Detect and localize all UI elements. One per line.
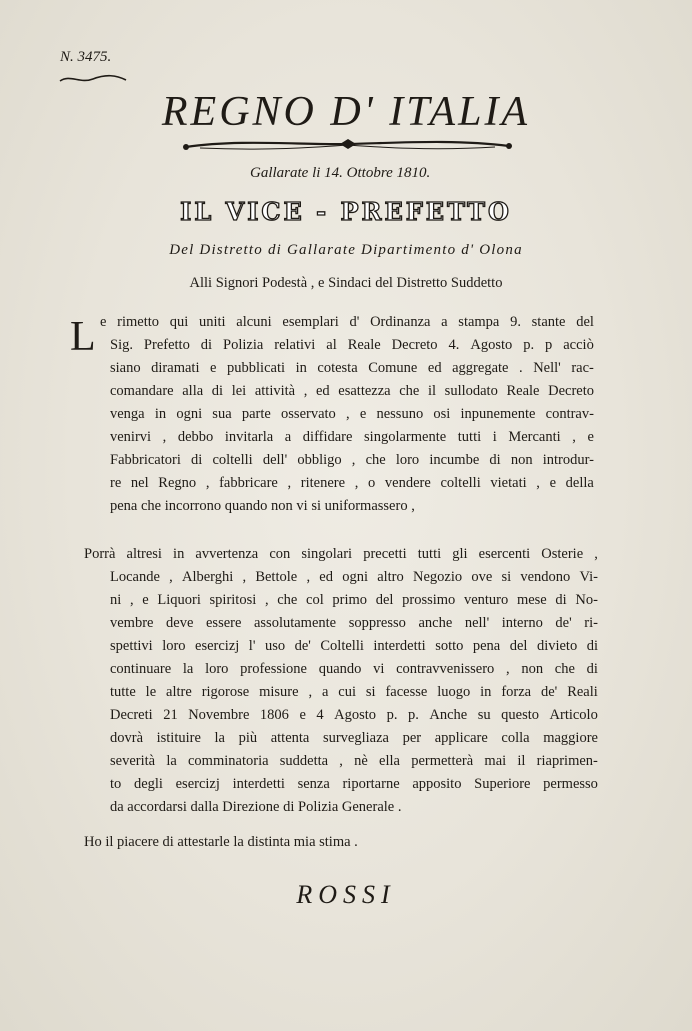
- word: ,: [536, 475, 540, 491]
- paragraph-1: [84, 313, 594, 331]
- word: Nell': [533, 360, 561, 376]
- word: di: [586, 638, 598, 654]
- word: stante: [531, 314, 566, 330]
- word: altre: [166, 684, 192, 700]
- body-line: [110, 729, 598, 747]
- word: si: [365, 684, 376, 700]
- document-number: N. 3475.: [60, 49, 112, 65]
- word: si: [501, 569, 512, 585]
- word: invitarla: [224, 429, 274, 445]
- body-line: [110, 775, 598, 793]
- word: ,: [303, 383, 308, 399]
- word: relativi: [274, 337, 316, 353]
- word: vembre: [110, 615, 154, 631]
- word: Ordinanza: [370, 314, 431, 330]
- word: le: [145, 684, 157, 700]
- word: e: [210, 360, 217, 376]
- word: Regno: [158, 475, 197, 491]
- word: .: [519, 360, 523, 376]
- word: spiritosi: [209, 592, 257, 608]
- word: riaprimen-: [536, 753, 598, 769]
- word: essere: [205, 615, 242, 631]
- word: singolari: [301, 546, 353, 562]
- word: Coltelli: [320, 638, 364, 654]
- word: l': [248, 638, 256, 654]
- word: vi: [373, 661, 385, 677]
- word: la: [166, 753, 177, 769]
- word: sullodato: [444, 383, 498, 399]
- word: ogni: [342, 569, 368, 585]
- word: ,: [351, 452, 356, 468]
- word: loro: [395, 452, 420, 468]
- word: senza: [297, 776, 330, 792]
- word: 21: [163, 707, 178, 723]
- word: loro: [162, 638, 186, 654]
- word: nell': [464, 615, 490, 631]
- word: non: [521, 661, 544, 677]
- word: che: [365, 452, 386, 468]
- word: uso: [264, 638, 286, 654]
- word: Liquori: [157, 592, 201, 608]
- district-line: Del Distretto di Gallarate Dipartimento d' Olona: [169, 242, 523, 258]
- office-title: IL VICE - PREFETTO: [180, 197, 512, 226]
- word: ni: [110, 592, 122, 608]
- word: precetti: [363, 546, 407, 562]
- word: Mercanti: [508, 429, 561, 445]
- word: Locande: [110, 569, 160, 585]
- word: obbligo: [297, 452, 342, 468]
- word: ove: [471, 569, 493, 585]
- word: ,: [594, 546, 598, 562]
- word: questo: [501, 707, 539, 723]
- word: interdetti: [373, 638, 426, 654]
- word: Decreti: [110, 707, 153, 723]
- word: deve: [166, 615, 194, 631]
- word: suddetta: [279, 753, 329, 769]
- word: la: [214, 730, 225, 746]
- word: Osterie: [541, 546, 584, 562]
- word: 4: [316, 707, 324, 723]
- word: alcuni: [236, 314, 272, 330]
- body-line: [110, 382, 594, 400]
- word: parte: [241, 406, 271, 422]
- word: a: [284, 429, 292, 445]
- word: 9.: [510, 314, 521, 330]
- word: loro: [205, 661, 229, 677]
- word: esemplari: [282, 314, 339, 330]
- word: Sig.: [110, 337, 133, 353]
- word: attenta: [270, 730, 310, 746]
- word: Bettole: [255, 569, 298, 585]
- word: interno: [501, 615, 543, 631]
- word: Anche: [429, 707, 468, 723]
- word: comandare: [110, 383, 174, 399]
- paragraph-2-cont: [110, 568, 598, 816]
- word: debbo: [177, 429, 214, 445]
- word: incumbe: [429, 452, 480, 468]
- body-line: [110, 359, 594, 377]
- word: degli: [133, 776, 163, 792]
- word: misure: [259, 684, 299, 700]
- word: ,: [354, 475, 359, 491]
- word: cui: [338, 684, 357, 700]
- word: rac-: [571, 360, 594, 376]
- word: severità: [110, 753, 156, 769]
- word: rimetto: [117, 314, 160, 330]
- word: primo: [332, 592, 368, 608]
- word: contravvenissero: [396, 661, 495, 677]
- word: che: [277, 592, 298, 608]
- word: singolarmente: [364, 429, 447, 445]
- body-line: [100, 313, 594, 331]
- number-flourish-ornament: [58, 72, 128, 86]
- word: in: [173, 546, 185, 562]
- word: il: [517, 753, 526, 769]
- word: per: [402, 730, 422, 746]
- word: del: [375, 592, 394, 608]
- body-line: [84, 545, 598, 563]
- word: Prefetto: [143, 337, 190, 353]
- word: e: [100, 314, 107, 330]
- closing-block: [84, 833, 358, 851]
- word: p.: [407, 707, 419, 723]
- word: luogo: [437, 684, 471, 700]
- word: coltelli: [212, 452, 253, 468]
- word: ogni: [176, 406, 203, 422]
- word: forza: [501, 684, 532, 700]
- word: ,: [346, 406, 350, 422]
- word: alla: [182, 383, 204, 399]
- word: di: [200, 337, 213, 353]
- word: prossimo: [402, 592, 456, 608]
- word: osservato: [281, 406, 336, 422]
- word: ,: [287, 475, 292, 491]
- word: sotto: [435, 638, 464, 654]
- word: Fabbricatori: [110, 452, 181, 468]
- word: riportarne: [342, 776, 400, 792]
- word: avvertenza: [195, 546, 259, 562]
- word: non: [510, 452, 533, 468]
- word: soppresso: [348, 615, 406, 631]
- word: e: [299, 707, 306, 723]
- word: cotesta: [317, 360, 358, 376]
- word: to: [110, 776, 122, 792]
- word: vendere: [384, 475, 431, 491]
- word: altresi: [126, 546, 162, 562]
- word: il: [427, 383, 437, 399]
- word: aggregate: [452, 360, 509, 376]
- word: ,: [506, 661, 510, 677]
- word: continuare: [110, 661, 172, 677]
- word: di: [555, 592, 567, 608]
- word: p.: [386, 707, 398, 723]
- word: facesse: [385, 684, 428, 700]
- word: a: [321, 684, 329, 700]
- word: dovrà: [110, 730, 144, 746]
- word: e: [587, 429, 594, 445]
- word: pena: [472, 638, 501, 654]
- word: d': [349, 314, 360, 330]
- word: permesso: [543, 776, 598, 792]
- word: coltelli: [440, 475, 481, 491]
- word: ,: [572, 429, 576, 445]
- word: sua: [212, 406, 232, 422]
- word: ritenere: [300, 475, 346, 491]
- word: Superiore: [474, 776, 531, 792]
- word: qui: [169, 314, 189, 330]
- word: osi: [433, 406, 451, 422]
- word: più: [238, 730, 258, 746]
- word: spettivi: [110, 638, 153, 654]
- drop-cap-letter: L: [70, 314, 96, 360]
- word: esercizj: [195, 638, 240, 654]
- word: al: [326, 337, 337, 353]
- word: 1806: [259, 707, 289, 723]
- word: e: [549, 475, 557, 491]
- body-line: [110, 405, 594, 423]
- word: nessuno: [376, 406, 424, 422]
- word: Agosto: [334, 707, 377, 723]
- word: re: [110, 475, 122, 491]
- word: Agosto: [470, 337, 513, 353]
- word: vietati: [490, 475, 527, 491]
- word: siano: [110, 360, 141, 376]
- word: che: [554, 661, 575, 677]
- word: p.: [523, 337, 535, 353]
- paragraph-2: [84, 545, 598, 563]
- body-line: [110, 752, 598, 770]
- word: venturo: [463, 592, 509, 608]
- word: fabbricare: [219, 475, 278, 491]
- word: altro: [377, 569, 404, 585]
- word: tutti: [417, 546, 442, 562]
- body-line: [110, 706, 598, 724]
- word: ed: [319, 569, 333, 585]
- addressees-line: Alli Signori Podestà , e Sindaci del Distretto Suddetto: [189, 275, 503, 291]
- word: di: [211, 383, 224, 399]
- title-flourish-ornament: [180, 135, 515, 155]
- word: in: [480, 684, 492, 700]
- word: ,: [339, 753, 343, 769]
- word: e: [142, 592, 149, 608]
- word: ,: [306, 569, 311, 585]
- word: ,: [205, 475, 210, 491]
- word: diramati: [151, 360, 200, 376]
- word: ed: [427, 360, 442, 376]
- word: acciò: [563, 337, 594, 353]
- body-line: [110, 336, 594, 354]
- word: ri-: [584, 615, 598, 631]
- body-line: [110, 451, 594, 469]
- word: con: [269, 546, 291, 562]
- word: gli: [452, 546, 468, 562]
- word: inpunemente: [460, 406, 536, 422]
- word: nè: [354, 753, 368, 769]
- word: che: [399, 383, 420, 399]
- word: p: [545, 337, 553, 353]
- word: pubblicati: [227, 360, 286, 376]
- page-title: REGNO D' ITALIA: [161, 89, 531, 135]
- word: venga: [110, 406, 145, 422]
- word: la: [182, 661, 194, 677]
- word: Reali: [567, 684, 598, 700]
- word: del: [576, 314, 594, 330]
- word: professione: [240, 661, 307, 677]
- word: esercizj: [175, 776, 220, 792]
- word: col: [306, 592, 324, 608]
- body-line: [110, 660, 598, 678]
- word: istituire: [156, 730, 201, 746]
- word: de': [540, 684, 558, 700]
- word: Decreto: [548, 383, 594, 399]
- word: del: [509, 638, 528, 654]
- word: ,: [169, 569, 173, 585]
- body-line: pena che incorrono quando non vi si uniformassero ,: [110, 498, 415, 514]
- word: lei: [231, 383, 247, 399]
- word: introdur-: [542, 452, 594, 468]
- word: o: [368, 475, 376, 491]
- word: a: [441, 314, 448, 330]
- word: Decreto: [391, 337, 438, 353]
- word: Vi-: [579, 569, 598, 585]
- word: attività: [254, 383, 296, 399]
- body-line: [110, 591, 598, 609]
- body-line: da accordarsi dalla Direzione di Polizia Generale .: [110, 799, 402, 815]
- word: ,: [129, 592, 134, 608]
- word: su: [477, 707, 491, 723]
- word: ella: [379, 753, 400, 769]
- word: survegliaza: [322, 730, 389, 746]
- word: No-: [575, 592, 598, 608]
- word: contrav-: [545, 406, 594, 422]
- word: in: [154, 406, 167, 422]
- word: esercenti: [478, 546, 531, 562]
- word: Comune: [368, 360, 418, 376]
- word: Polizia: [223, 337, 264, 353]
- word: ed: [315, 383, 330, 399]
- word: de': [294, 638, 311, 654]
- body-line: [110, 474, 594, 492]
- signature: ROSSI: [296, 880, 396, 909]
- word: i: [492, 429, 497, 445]
- word: ,: [162, 429, 167, 445]
- word: di: [489, 452, 501, 468]
- word: Novembre: [188, 707, 250, 723]
- word: applicare: [434, 730, 488, 746]
- word: esattezza: [338, 383, 391, 399]
- word: colla: [501, 730, 530, 746]
- word: maggiore: [543, 730, 598, 746]
- word: quando: [318, 661, 362, 677]
- word: rigorose: [201, 684, 250, 700]
- word: assolutamente: [253, 615, 337, 631]
- word: 4.: [448, 337, 460, 353]
- body-line: [110, 568, 598, 586]
- word: de': [555, 615, 572, 631]
- word: ,: [264, 592, 269, 608]
- word: in: [295, 360, 307, 376]
- word: vendono: [520, 569, 571, 585]
- word: Negozio: [412, 569, 463, 585]
- body-line: [110, 637, 598, 655]
- closing-line: Ho il piacere di attestarle la distinta mia stima .: [84, 834, 358, 850]
- word: mai: [484, 753, 507, 769]
- place-date-line: Gallarate li 14. Ottobre 1810.: [250, 165, 431, 181]
- word: anche: [418, 615, 453, 631]
- paragraph-1-cont: [110, 336, 594, 515]
- word: diffidare: [302, 429, 353, 445]
- word: ,: [242, 569, 247, 585]
- word: e: [359, 406, 367, 422]
- word: tutte: [110, 684, 136, 700]
- word: stampa: [458, 314, 500, 330]
- word: Articolo: [549, 707, 598, 723]
- word: di: [191, 452, 203, 468]
- word: uniti: [198, 314, 226, 330]
- word: apposito: [412, 776, 462, 792]
- word: Porrà: [84, 546, 116, 562]
- word: interdetti: [232, 776, 285, 792]
- word: mese: [516, 592, 547, 608]
- word: di: [586, 661, 598, 677]
- word: tutti: [457, 429, 482, 445]
- word: Reale: [347, 337, 381, 353]
- word: Reale: [506, 383, 540, 399]
- word: venirvi: [110, 429, 152, 445]
- body-line: [110, 614, 598, 632]
- body-line: [110, 428, 594, 446]
- word: nel: [130, 475, 149, 491]
- word: comminatoria: [188, 753, 269, 769]
- word: Alberghi: [181, 569, 234, 585]
- body-line: [110, 683, 598, 701]
- word: dell': [262, 452, 288, 468]
- word: permetterà: [411, 753, 474, 769]
- word: ,: [308, 684, 313, 700]
- word: divieto: [536, 638, 578, 654]
- word: della: [565, 475, 594, 491]
